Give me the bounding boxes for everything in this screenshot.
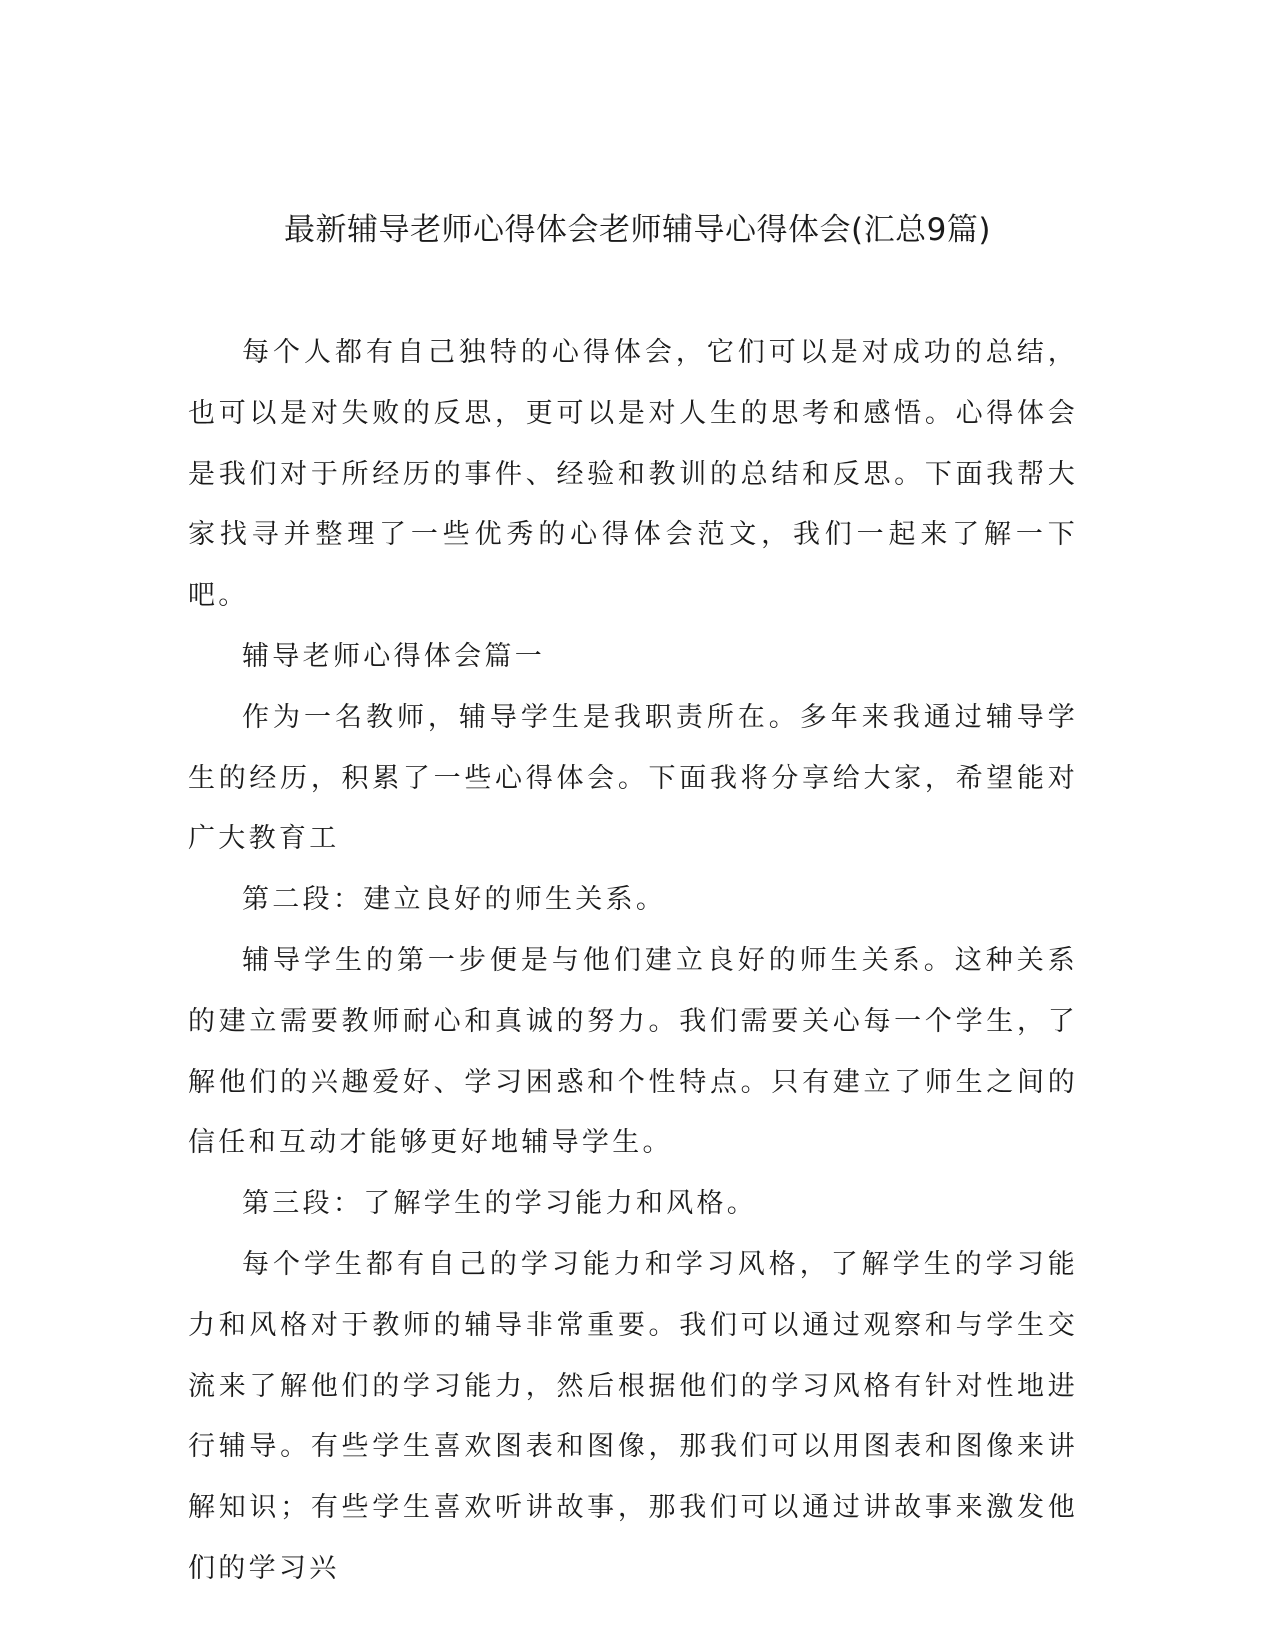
document-body xyxy=(188,323,1078,1600)
paragraph-opening: 作为一名教师，辅导学生是我职责所在。多年来我通过辅导学生的经历，积累了一些心得体会。下面我将分享给大家，希望能对广大教育工 xyxy=(188,701,1078,855)
document-title: 最新辅导老师心得体会老师辅导心得体会(汇总9篇) xyxy=(284,212,991,248)
paragraph-relationship: 辅导学生的第一步便是与他们建立良好的师生关系。这种关系的建立需要教师耐心和真诚的努力。我们需要关心每一个学生，了解他们的兴趣爱好、学习困惑和个性特点。只有建立了师生之间的信任和互动才能够更好地辅导学生。 xyxy=(188,944,1078,1159)
paragraph-intro: 每个人都有自己独特的心得体会，它们可以是对成功的总结，也可以是对失败的反思，更可以是对人生的思考和感悟。心得体会是我们对于所经历的事件、经验和教训的总结和反思。下面我帮大家找寻并整理了一些优秀的心得体会范文，我们一起来了解一下吧。 xyxy=(188,337,1078,612)
paragraph-learning-style: 每个学生都有自己的学习能力和学习风格，了解学生的学习能力和风格对于教师的辅导非常重要。我们可以通过观察和与学生交流来了解他们的学习能力，然后根据他们的学习风格有针对性地进行辅导。有些学生喜欢图表和图像，那我们可以用图表和图像来讲解知识；有些学生喜欢听讲故事，那我们可以通过讲故事来激发他们的学习兴 xyxy=(188,1248,1078,1584)
section-heading-second: 第二段：建立良好的师生关系。 xyxy=(242,884,667,916)
section-heading-part-one: 辅导老师心得体会篇一 xyxy=(242,640,545,672)
section-heading-third: 第三段：了解学生的学习能力和风格。 xyxy=(242,1188,758,1220)
